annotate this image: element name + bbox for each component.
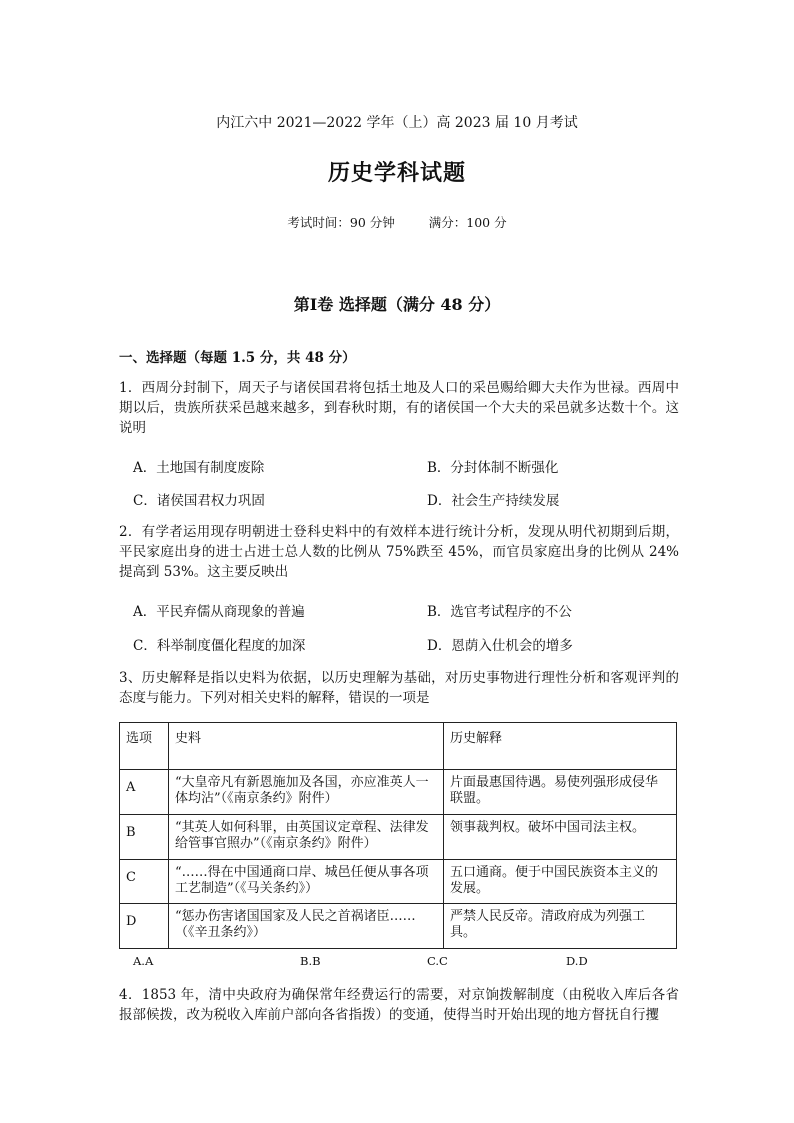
table-cell: D [120,904,169,949]
question-4-stem: 4．1853 年，清中央政府为确保常年经费运行的需要，对京饷拨解制度（由税收入库后各省报部候拨，改为税收入库前户部向各省指拨）的变通，使得当时开始出现的地方督抚自行攫 [119,987,679,1023]
table-row [120,904,677,949]
section-title: 一、选择题（每题 1.5 分，共 48 分） [119,350,356,366]
historical-sources-table [119,722,677,949]
question-2-option-c[interactable]: C．科举制度僵化程度的加深 [133,638,306,654]
table-cell: “大皇帝凡有新恩施加及各国，亦应准英人一体均沾”（《南京条约》附件） [169,770,444,815]
table-row [120,770,677,815]
table-cell: C [120,859,169,904]
full-score: 满分：100 分 [428,215,507,230]
table-header-cell: 选项 [120,723,169,770]
question-3-option-b[interactable]: B.B [300,954,321,968]
table-cell: A [120,770,169,815]
question-1-option-b[interactable]: B．分封体制不断强化 [427,460,559,476]
table-cell: 片面最惠国待遇。易使列强形成侵华联盟。 [444,770,677,815]
part-title: 第Ⅰ卷 选择题（满分 48 分） [293,295,501,314]
question-2-option-b[interactable]: B．选官考试程序的不公 [427,604,572,620]
table-cell: “惩办伤害诸国国家及人民之首祸诸臣……（《辛丑条约》） [169,904,444,949]
table-cell: “其英人如何科罪，由英国议定章程、法律发给管事官照办”（《南京条约》附件） [169,814,444,859]
exam-time: 考试时间：90 分钟 [287,215,395,230]
exam-meta [0,213,794,231]
exam-title: 内江六中 2021—2022 学年（上）高 2023 届 10 月考试 [216,115,578,131]
table-header-cell: 历史解释 [444,723,677,770]
table-row [120,814,677,859]
table-header-cell: 史料 [169,723,444,770]
question-3-option-a[interactable]: A.A [133,954,154,968]
table-cell: B [120,814,169,859]
table-cell: 严禁人民反帝。清政府成为列强工具。 [444,904,677,949]
question-1-stem: 1．西周分封制下，周天子与诸侯国君将包括土地及人口的采邑赐给卿大夫作为世禄。西周中期以后，贵族所获采邑越来越多，到春秋时期，有的诸侯国一个大夫的采邑就多达数十个。这说明 [119,380,679,436]
table-header-row [120,723,677,770]
question-2-stem: 2．有学者运用现存明朝进士登科史料中的有效样本进行统计分析，发现从明代初期到后期，平民家庭出身的进士占进士总人数的比例从 75%跌至 45%，而官员家庭出身的比例从 24%提高到 53%。这主要反映出 [119,524,679,580]
table-row [120,859,677,904]
table-cell: 领事裁判权。破坏中国司法主权。 [444,814,677,859]
question-1-option-c[interactable]: C．诸侯国君权力巩固 [133,493,265,509]
table-cell: “……得在中国通商口岸、城邑任便从事各项工艺制造”（《马关条约》） [169,859,444,904]
question-3-option-c[interactable]: C.C [427,954,448,968]
question-1-option-d[interactable]: D．社会生产持续发展 [427,493,560,509]
question-3-option-d[interactable]: D.D [566,954,588,968]
question-2-option-d[interactable]: D．恩荫入仕机会的增多 [427,638,573,654]
question-2-option-a[interactable]: A．平民弃儒从商现象的普遍 [133,604,305,620]
subject-title: 历史学科试题 [327,160,466,186]
table-cell: 五口通商。便于中国民族资本主义的发展。 [444,859,677,904]
question-1-option-a[interactable]: A．土地国有制度废除 [133,460,265,476]
question-3-stem: 3、历史解释是指以史料为依据，以历史理解为基础，对历史事物进行理性分析和客观评判的态度与能力。下列对相关史料的解释，错误的一项是 [119,670,679,706]
